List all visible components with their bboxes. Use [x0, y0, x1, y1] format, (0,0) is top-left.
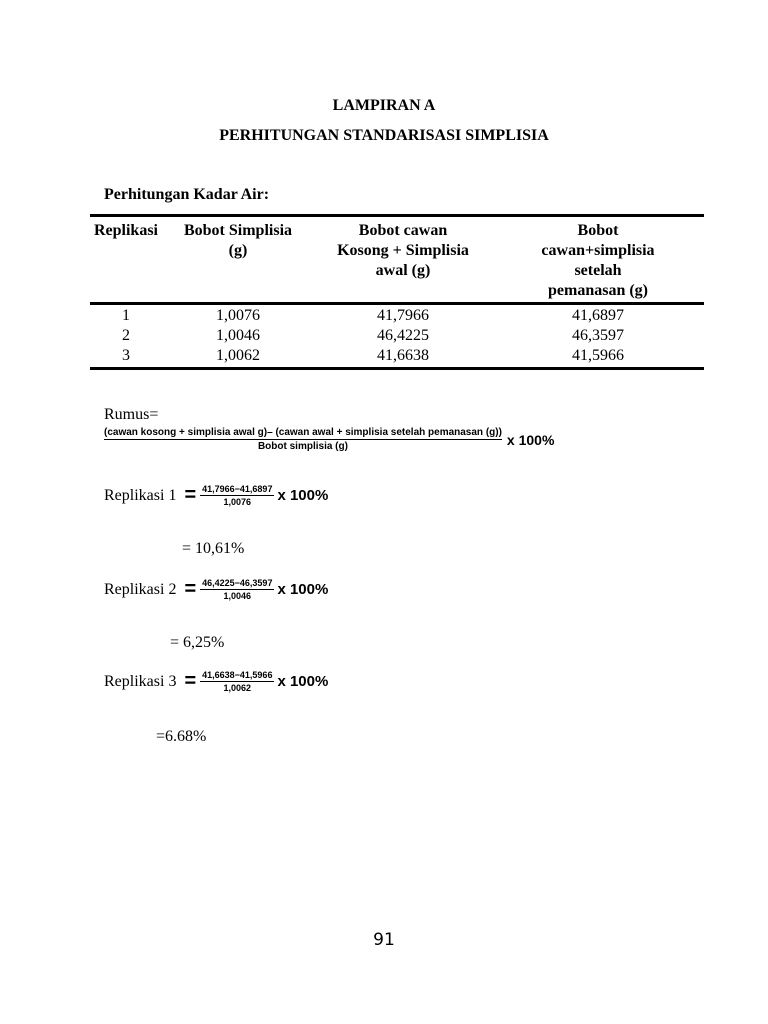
replicate-3-formula [104, 670, 328, 693]
replicate-fraction [200, 578, 274, 601]
header-bobot-simplisia: Bobot Simplisia (g) [183, 222, 293, 259]
header-bobot-cawan-setelah: Bobot cawan+simplisia setelah pemanasan (g) [541, 222, 655, 299]
formula-multiplier: x 100% [506, 431, 555, 448]
formula-label: Rumus= [104, 406, 159, 423]
equals-sign: = [184, 670, 197, 692]
replicate-numerator: 46,4225−46,3597 [202, 578, 273, 588]
replicate-multiplier: x 100% [277, 487, 329, 504]
table-header-row [90, 216, 704, 304]
replicate-multiplier: x 100% [277, 581, 329, 598]
general-formula [104, 427, 554, 452]
replicate-denominator: 1,0062 [223, 683, 252, 693]
header-replikasi: Replikasi [93, 222, 158, 239]
replicate-fraction [200, 484, 274, 507]
equals-sign: = [184, 578, 197, 600]
cell-bobot-awal: 41,6638 [377, 347, 429, 364]
replicate-denominator: 1,0076 [223, 497, 252, 507]
header-bobot-cawan-awal: Bobot cawan Kosong + Simplisia awal (g) [337, 222, 469, 279]
replicate-label: Replikasi 3 [104, 672, 177, 690]
replicate-label: Replikasi 1 [104, 486, 177, 504]
replicate-numerator: 41,6638−41,5966 [202, 670, 273, 680]
table-row [90, 326, 704, 346]
cell-bobot-simplisia: 1,0076 [216, 307, 260, 324]
replicate-1-result: = 10,61% [182, 540, 245, 557]
water-content-table [90, 214, 704, 370]
table-row [90, 346, 704, 369]
cell-bobot-simplisia: 1,0062 [216, 347, 260, 364]
cell-replikasi: 2 [122, 327, 130, 344]
page-number: 91 [373, 930, 395, 950]
appendix-subtitle: PERHITUNGAN STANDARISASI SIMPLISIA [219, 127, 549, 144]
replicate-1-formula [104, 484, 328, 507]
cell-replikasi: 1 [122, 307, 130, 324]
formula-numerator: (cawan kosong + simplisia awal g)– (cawan awal + simplisia setelah pemanasan (g)) [104, 427, 502, 438]
table-row [90, 304, 704, 327]
cell-bobot-simplisia: 1,0046 [216, 327, 260, 344]
replicate-fraction [200, 670, 274, 693]
replicate-numerator: 41,7966−41,6897 [202, 484, 273, 494]
replicate-denominator: 1,0046 [223, 591, 252, 601]
cell-bobot-setelah: 41,5966 [572, 347, 624, 364]
appendix-title: LAMPIRAN A [332, 97, 436, 114]
replicate-2-result: = 6,25% [170, 634, 225, 651]
replicate-multiplier: x 100% [277, 673, 329, 690]
cell-bobot-awal: 41,7966 [377, 307, 429, 324]
cell-bobot-awal: 46,4225 [377, 327, 429, 344]
replicate-2-formula [104, 578, 328, 601]
replicate-3-result: =6.68% [156, 728, 207, 745]
section-title: Perhitungan Kadar Air: [104, 186, 270, 203]
cell-bobot-setelah: 46,3597 [572, 327, 624, 344]
replicate-label: Replikasi 2 [104, 580, 177, 598]
equals-sign: = [184, 484, 197, 506]
formula-denominator: Bobot simplisia (g) [257, 441, 348, 452]
formula-fraction [104, 427, 502, 452]
cell-replikasi: 3 [122, 347, 130, 364]
cell-bobot-setelah: 41,6897 [572, 307, 624, 324]
